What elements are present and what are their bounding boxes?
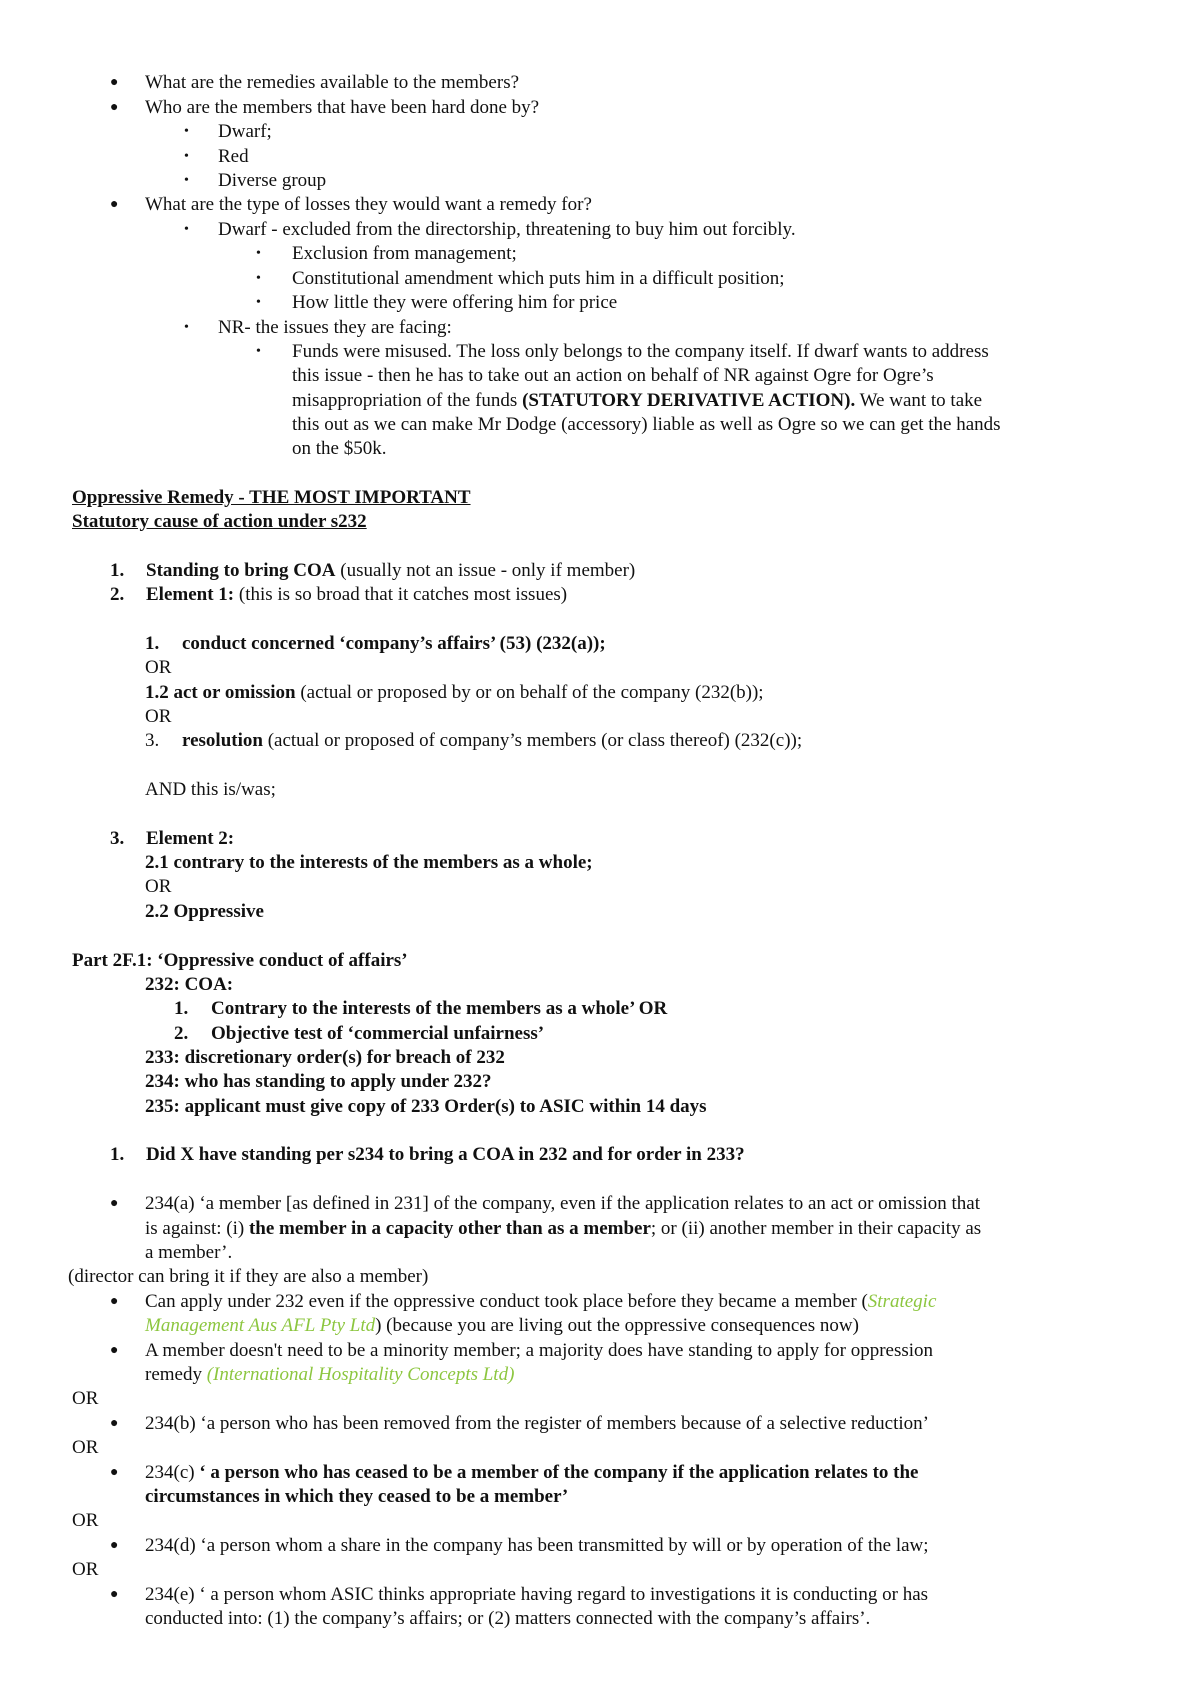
list-item-text: 234(b) ‘a person who has been removed from the register of members because of a selective reduction’: [145, 1413, 929, 1434]
bullet-icon: ●: [110, 1343, 119, 1358]
list-item-text: 234(a) ‘a member [as defined in 231] of the company, even if the application relates to an act or omission that: [145, 1193, 981, 1214]
or-label: OR: [72, 1510, 99, 1531]
sub-item-label: resolution: [182, 730, 263, 751]
bullet-icon: ●: [110, 75, 119, 90]
list-item-text: What are the remedies available to the members?: [145, 72, 520, 93]
heading-text: Oppressive Remedy - THE MOST IMPORTANT: [72, 487, 471, 508]
text-run: ) (because you are living out the oppressive consequences now): [375, 1315, 859, 1336]
list-item-text: Constitutional amendment which puts him in a difficult position;: [292, 268, 785, 289]
or-label: OR: [72, 1388, 99, 1409]
bullet-icon: •: [256, 295, 261, 310]
bullet-icon: •: [256, 246, 261, 261]
list-item-text: Who are the members that have been hard done by?: [145, 97, 540, 118]
item-label: Element 2:: [146, 828, 235, 849]
sub-item-text: 2.2 Oppressive: [145, 901, 264, 922]
bullet-icon: ●: [110, 1587, 119, 1602]
sub-item-label: 1.2 act or omission: [145, 682, 296, 703]
sub-item-text: (actual or proposed by or on behalf of the company (232(b));: [295, 682, 764, 703]
bullet-icon: •: [184, 320, 189, 335]
sub-item-text: 2.1 contrary to the interests of the members as a whole;: [145, 852, 593, 873]
list-item-text: How little they were offering him for price: [292, 292, 618, 313]
list-item-text: conducted into: (1) the company’s affairs; or (2) matters connected with the company’s affairs’.: [145, 1608, 871, 1629]
bullet-icon: ●: [110, 1294, 119, 1309]
item-label: Element 1:: [146, 584, 235, 605]
list-item-text: this out as we can make Mr Dodge (accessory) liable as well as Ogre so we can get the hands: [292, 414, 1001, 435]
or-label: OR: [145, 876, 172, 897]
item-number: 2.: [174, 1023, 189, 1044]
list-item-text: Exclusion from management;: [292, 243, 517, 264]
item-text: (usually not an issue - only if member): [335, 560, 636, 581]
or-label: OR: [145, 706, 172, 727]
emphasis-text: ‘ a person who has ceased to be a member of the company if the application relates to the: [199, 1462, 919, 1483]
list-item-text: Red: [218, 146, 249, 167]
item-text: Objective test of ‘commercial unfairness’: [211, 1023, 545, 1044]
list-item-text: a member’.: [145, 1242, 233, 1263]
text-run: misappropriation of the funds: [292, 390, 523, 411]
list-item-text: Diverse group: [218, 170, 327, 191]
bullet-icon: •: [184, 149, 189, 164]
bullet-icon: •: [256, 271, 261, 286]
item-number: 1.: [174, 998, 189, 1019]
text-run: We want to take: [855, 390, 983, 411]
bullet-icon: •: [184, 222, 189, 237]
text-run: is against: (i): [145, 1218, 249, 1239]
or-label: OR: [145, 657, 172, 678]
sub-item-number: 3.: [145, 730, 160, 751]
case-citation: Management Aus AFL Pty Ltd: [145, 1315, 376, 1336]
emphasis-text: circumstances in which they ceased to be a member’: [145, 1486, 569, 1507]
item-text: (this is so broad that it catches most issues): [234, 584, 568, 605]
list-item-text: this issue - then he has to take out an action on behalf of NR against Ogre for Ogre’s: [292, 365, 934, 386]
case-citation: Strategic: [867, 1291, 937, 1312]
case-citation: (International Hospitality Concepts Ltd): [206, 1364, 515, 1385]
section-233-text: 233: discretionary order(s) for breach of 232: [145, 1047, 505, 1068]
item-number: 1.: [110, 560, 125, 581]
item-number: 1.: [110, 1144, 125, 1165]
text-run: Can apply under 232 even if the oppressive conduct took place before they became a member (: [145, 1291, 868, 1312]
bullet-icon: •: [184, 124, 189, 139]
section-234-text: 234: who has standing to apply under 232?: [145, 1071, 492, 1092]
emphasis-text: the member in a capacity other than as a member: [248, 1218, 651, 1239]
bullet-icon: ●: [110, 1465, 119, 1480]
text-run: remedy: [145, 1364, 207, 1385]
list-item-text: A member doesn't need to be a minority member; a majority does have standing to apply for oppression: [145, 1340, 934, 1361]
text-run: ; or (ii) another member in their capacity as: [650, 1218, 982, 1239]
list-item-text: Dwarf - excluded from the directorship, threatening to buy him out forcibly.: [218, 219, 796, 240]
sub-item-text: conduct concerned ‘company’s affairs’ (53) (232(a));: [182, 633, 606, 654]
heading-text: Statutory cause of action under s232: [72, 511, 367, 532]
bullet-icon: ●: [110, 1416, 119, 1431]
director-note: (director can bring it if they are also a member): [68, 1266, 429, 1287]
text-run: 234(c): [145, 1462, 200, 1483]
and-this-text: AND this is/was;: [145, 779, 276, 800]
item-number: 2.: [110, 584, 125, 605]
or-label: OR: [72, 1437, 99, 1458]
heading-text: Part 2F.1: ‘Oppressive conduct of affairs’: [72, 950, 408, 971]
or-label: OR: [72, 1559, 99, 1580]
item-text: Did X have standing per s234 to bring a COA in 232 and for order in 233?: [146, 1144, 745, 1165]
item-text: Contrary to the interests of the members as a whole’ OR: [211, 998, 668, 1019]
list-item-text: [292, 389, 982, 413]
list-item-text: What are the type of losses they would want a remedy for?: [145, 194, 592, 215]
bullet-icon: ●: [110, 1196, 119, 1211]
list-item-text: on the $50k.: [292, 438, 387, 459]
sub-item-number: 1.: [145, 633, 160, 654]
section-232-text: 232: COA:: [145, 974, 234, 995]
bullet-icon: ●: [110, 197, 119, 212]
sub-item-text: (actual or proposed of company’s members (or class thereof) (232(c));: [262, 730, 803, 751]
item-number: 3.: [110, 828, 125, 849]
item-label: Standing to bring COA: [146, 560, 336, 581]
bullet-icon: ●: [110, 100, 119, 115]
statutory-derivative-action-label: (STATUTORY DERIVATIVE ACTION).: [522, 390, 856, 411]
list-item-text: 234(d) ‘a person whom a share in the company has been transmitted by will or by operation of the law;: [145, 1535, 929, 1556]
bullet-icon: ●: [110, 1538, 119, 1553]
section-235-text: 235: applicant must give copy of 233 Order(s) to ASIC within 14 days: [145, 1096, 707, 1117]
list-item-text: Funds were misused. The loss only belongs to the company itself. If dwarf wants to address: [292, 341, 989, 362]
bullet-icon: •: [184, 173, 189, 188]
bullet-icon: •: [256, 344, 261, 359]
list-item-text: NR- the issues they are facing:: [218, 317, 452, 338]
list-item-text: Dwarf;: [218, 121, 272, 142]
list-item-text: 234(e) ‘ a person whom ASIC thinks appropriate having regard to investigations it is conducting or has: [145, 1584, 929, 1605]
